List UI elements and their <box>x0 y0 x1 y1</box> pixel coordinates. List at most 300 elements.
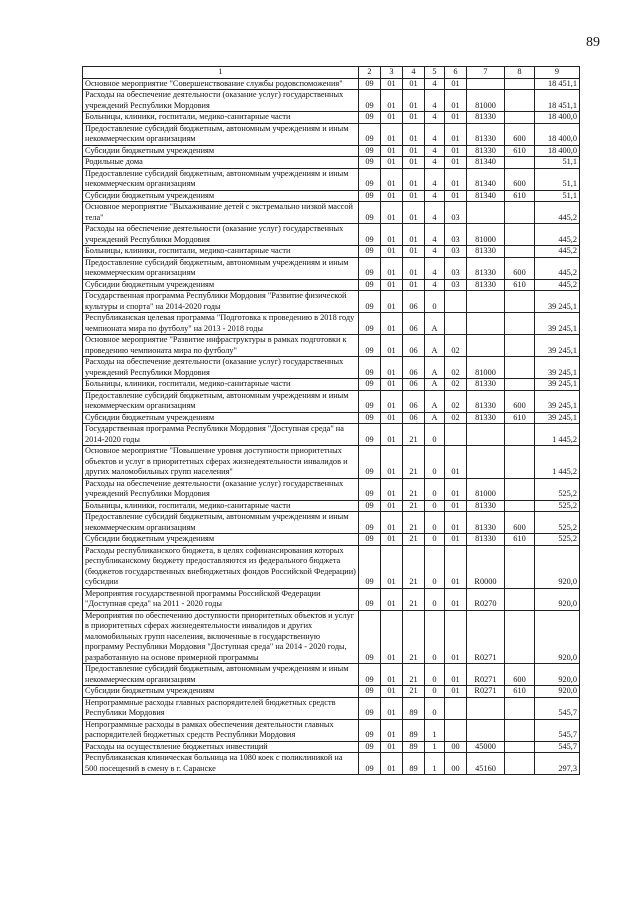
amount-cell: 18 451,1 <box>535 90 580 112</box>
amount-cell: 51,1 <box>535 190 580 202</box>
code-cell <box>505 90 535 112</box>
amount-cell: 445,2 <box>535 279 580 291</box>
code-cell: 06 <box>403 335 425 357</box>
code-cell: 01 <box>445 112 467 124</box>
table-row <box>83 753 580 775</box>
amount-cell: 39 245,1 <box>535 412 580 424</box>
code-cell <box>467 335 505 357</box>
code-cell <box>505 335 535 357</box>
code-cell: А <box>425 412 445 424</box>
code-cell: 0 <box>425 697 445 719</box>
table-row <box>83 424 580 446</box>
code-cell: 0 <box>425 545 445 588</box>
code-cell <box>445 291 467 313</box>
code-cell: 03 <box>445 257 467 279</box>
code-cell: 01 <box>403 279 425 291</box>
code-cell: 4 <box>425 279 445 291</box>
code-cell: 21 <box>403 500 425 512</box>
code-cell: 06 <box>403 379 425 391</box>
code-cell <box>467 719 505 741</box>
code-cell: 09 <box>359 246 381 258</box>
row-name-cell: Государственная программа Республики Мордовия "Доступная среда" на 2014-2020 годы <box>83 424 359 446</box>
code-cell: 09 <box>359 357 381 379</box>
code-cell: 09 <box>359 500 381 512</box>
code-cell: 0 <box>425 610 445 664</box>
code-cell <box>467 291 505 313</box>
code-cell <box>505 719 535 741</box>
amount-cell: 920,0 <box>535 610 580 664</box>
table-row <box>83 123 580 145</box>
table-row <box>83 741 580 753</box>
code-cell: 4 <box>425 224 445 246</box>
table-row <box>83 545 580 588</box>
code-cell: 21 <box>403 664 425 686</box>
row-name-cell: Субсидии бюджетным учреждениям <box>83 279 359 291</box>
code-cell: 01 <box>381 610 403 664</box>
table-row <box>83 534 580 546</box>
amount-cell: 1 445,2 <box>535 446 580 479</box>
code-cell: 01 <box>403 157 425 169</box>
code-cell: 01 <box>403 78 425 90</box>
code-cell: 01 <box>403 90 425 112</box>
code-cell: 03 <box>445 202 467 224</box>
amount-cell: 545,7 <box>535 741 580 753</box>
code-cell: 01 <box>381 686 403 698</box>
code-cell: 600 <box>505 168 535 190</box>
code-cell: 21 <box>403 610 425 664</box>
code-cell: 01 <box>403 190 425 202</box>
code-cell <box>505 424 535 446</box>
code-cell: 09 <box>359 202 381 224</box>
code-cell: 81000 <box>467 478 505 500</box>
amount-cell: 525,2 <box>535 478 580 500</box>
code-cell: 81330 <box>467 257 505 279</box>
code-cell: 81330 <box>467 379 505 391</box>
page-number: 89 <box>586 35 600 50</box>
code-cell: 01 <box>445 145 467 157</box>
column-header: 6 <box>445 67 467 79</box>
code-cell <box>445 719 467 741</box>
code-cell: 01 <box>381 78 403 90</box>
code-cell <box>505 753 535 775</box>
code-cell <box>505 446 535 479</box>
code-cell: R0271 <box>467 610 505 664</box>
code-cell: 00 <box>445 753 467 775</box>
code-cell: 09 <box>359 512 381 534</box>
row-name-cell: Основное мероприятие "Развитие инфраструктуры в рамках подготовки к проведению чемпионата мира по футболу" <box>83 335 359 357</box>
amount-cell: 297,3 <box>535 753 580 775</box>
table-header-row <box>83 67 580 79</box>
code-cell: 01 <box>403 246 425 258</box>
code-cell <box>505 291 535 313</box>
code-cell: 01 <box>381 478 403 500</box>
code-cell: 0 <box>425 588 445 610</box>
code-cell: 01 <box>381 545 403 588</box>
code-cell: 09 <box>359 90 381 112</box>
code-cell: 06 <box>403 412 425 424</box>
code-cell: 03 <box>445 224 467 246</box>
code-cell <box>505 202 535 224</box>
code-cell: 1 <box>425 753 445 775</box>
code-cell: 09 <box>359 224 381 246</box>
code-cell: 0 <box>425 664 445 686</box>
amount-cell: 525,2 <box>535 512 580 534</box>
code-cell: 01 <box>381 112 403 124</box>
amount-cell: 18 400,0 <box>535 123 580 145</box>
amount-cell: 525,2 <box>535 534 580 546</box>
code-cell: 81340 <box>467 157 505 169</box>
code-cell: 01 <box>445 123 467 145</box>
code-cell: 09 <box>359 697 381 719</box>
code-cell: 81330 <box>467 534 505 546</box>
code-cell: 02 <box>445 335 467 357</box>
code-cell: 01 <box>381 335 403 357</box>
code-cell: 09 <box>359 719 381 741</box>
row-name-cell: Основное мероприятие "Совершенствование службы родовспоможения" <box>83 78 359 90</box>
code-cell: 09 <box>359 390 381 412</box>
code-cell: 02 <box>445 379 467 391</box>
code-cell: 00 <box>445 741 467 753</box>
code-cell: 01 <box>381 379 403 391</box>
table-row <box>83 664 580 686</box>
code-cell: 01 <box>403 112 425 124</box>
code-cell: 01 <box>403 224 425 246</box>
code-cell: 610 <box>505 190 535 202</box>
code-cell: 01 <box>381 500 403 512</box>
code-cell: 610 <box>505 145 535 157</box>
code-cell: 01 <box>445 534 467 546</box>
code-cell <box>505 379 535 391</box>
code-cell: 01 <box>403 145 425 157</box>
row-name-cell: Субсидии бюджетным учреждениям <box>83 534 359 546</box>
code-cell: 01 <box>381 157 403 169</box>
table-row <box>83 335 580 357</box>
row-name-cell: Расходы на осуществление бюджетных инвестиций <box>83 741 359 753</box>
amount-cell: 18 400,0 <box>535 145 580 157</box>
code-cell: 81340 <box>467 168 505 190</box>
code-cell: 610 <box>505 279 535 291</box>
code-cell: 600 <box>505 664 535 686</box>
code-cell: А <box>425 357 445 379</box>
code-cell: R0000 <box>467 545 505 588</box>
table-row <box>83 697 580 719</box>
code-cell: 01 <box>445 478 467 500</box>
table-row <box>83 686 580 698</box>
table-row <box>83 168 580 190</box>
code-cell: 09 <box>359 545 381 588</box>
code-cell: 81330 <box>467 412 505 424</box>
code-cell: А <box>425 335 445 357</box>
code-cell: 0 <box>425 446 445 479</box>
row-name-cell: Предоставление субсидий бюджетным, автономным учреждениям и иным некоммерческим организациям <box>83 123 359 145</box>
code-cell: 09 <box>359 257 381 279</box>
code-cell: 01 <box>445 446 467 479</box>
table-row <box>83 588 580 610</box>
code-cell: 01 <box>381 257 403 279</box>
code-cell <box>505 741 535 753</box>
code-cell: 09 <box>359 686 381 698</box>
table-row <box>83 500 580 512</box>
code-cell: 01 <box>403 202 425 224</box>
table-row <box>83 379 580 391</box>
code-cell: 09 <box>359 379 381 391</box>
code-cell <box>445 313 467 335</box>
code-cell <box>505 357 535 379</box>
row-name-cell: Предоставление субсидий бюджетным, автономным учреждениям и иным некоммерческим организациям <box>83 512 359 534</box>
code-cell: 01 <box>381 202 403 224</box>
code-cell: 06 <box>403 357 425 379</box>
row-name-cell: Непрограммные расходы в рамках обеспечения деятельности главных распорядителей бюджетных средств Республики Мордовия <box>83 719 359 741</box>
code-cell <box>445 697 467 719</box>
row-name-cell: Родильные дома <box>83 157 359 169</box>
row-name-cell: Субсидии бюджетным учреждениям <box>83 686 359 698</box>
code-cell: 81330 <box>467 500 505 512</box>
column-header: 9 <box>535 67 580 79</box>
code-cell: 81330 <box>467 145 505 157</box>
code-cell <box>467 202 505 224</box>
amount-cell: 39 245,1 <box>535 313 580 335</box>
code-cell: 01 <box>403 257 425 279</box>
code-cell: 01 <box>381 90 403 112</box>
code-cell <box>505 588 535 610</box>
code-cell: 01 <box>381 123 403 145</box>
code-cell: 03 <box>445 279 467 291</box>
code-cell: 45000 <box>467 741 505 753</box>
code-cell: 600 <box>505 123 535 145</box>
code-cell <box>467 697 505 719</box>
table-row <box>83 112 580 124</box>
amount-cell: 39 245,1 <box>535 335 580 357</box>
table-row <box>83 446 580 479</box>
code-cell: 09 <box>359 313 381 335</box>
code-cell: 01 <box>445 157 467 169</box>
code-cell: 01 <box>445 686 467 698</box>
code-cell: 1 <box>425 719 445 741</box>
code-cell: 09 <box>359 741 381 753</box>
code-cell: 09 <box>359 145 381 157</box>
amount-cell: 920,0 <box>535 664 580 686</box>
code-cell: 01 <box>381 357 403 379</box>
table-row <box>83 719 580 741</box>
row-name-cell: Субсидии бюджетным учреждениям <box>83 190 359 202</box>
code-cell: 01 <box>381 168 403 190</box>
code-cell: 01 <box>445 512 467 534</box>
code-cell: 01 <box>381 719 403 741</box>
code-cell <box>467 78 505 90</box>
code-cell: 89 <box>403 697 425 719</box>
code-cell <box>467 313 505 335</box>
amount-cell: 39 245,1 <box>535 390 580 412</box>
code-cell: 81330 <box>467 512 505 534</box>
table-row <box>83 412 580 424</box>
code-cell: 81330 <box>467 279 505 291</box>
code-cell: 610 <box>505 686 535 698</box>
column-header: 7 <box>467 67 505 79</box>
amount-cell: 18 400,0 <box>535 112 580 124</box>
code-cell: 01 <box>445 168 467 190</box>
code-cell: 01 <box>445 190 467 202</box>
code-cell: 09 <box>359 112 381 124</box>
row-name-cell: Мероприятия по обеспечению доступности приоритетных объектов и услуг в приоритетных сферах жизнедеятельности инвалидов и других маломобильных групп населения, включенные в государственную программу Республики Мордовия "Доступная среда" на 2014 - 2020 годы, разработанную на основе примерной программы <box>83 610 359 664</box>
code-cell: 09 <box>359 753 381 775</box>
amount-cell: 920,0 <box>535 588 580 610</box>
code-cell: 01 <box>381 753 403 775</box>
column-header: 8 <box>505 67 535 79</box>
code-cell: 0 <box>425 291 445 313</box>
code-cell: А <box>425 313 445 335</box>
row-name-cell: Субсидии бюджетным учреждениям <box>83 145 359 157</box>
code-cell: 0 <box>425 478 445 500</box>
code-cell: 01 <box>381 313 403 335</box>
amount-cell: 445,2 <box>535 246 580 258</box>
code-cell: 1 <box>425 741 445 753</box>
code-cell: 01 <box>445 78 467 90</box>
code-cell: 0 <box>425 534 445 546</box>
code-cell: 03 <box>445 246 467 258</box>
code-cell: 81330 <box>467 112 505 124</box>
code-cell <box>505 246 535 258</box>
amount-cell: 1 445,2 <box>535 424 580 446</box>
amount-cell: 445,2 <box>535 224 580 246</box>
code-cell: 0 <box>425 500 445 512</box>
code-cell: А <box>425 379 445 391</box>
row-name-cell: Государственная программа Республики Мордовия "Развитие физической культуры и спорта" на 2014-2020 годы <box>83 291 359 313</box>
table-row <box>83 202 580 224</box>
table-row <box>83 478 580 500</box>
code-cell: 01 <box>445 500 467 512</box>
amount-cell: 18 451,1 <box>535 78 580 90</box>
column-header: 3 <box>381 67 403 79</box>
code-cell: 09 <box>359 335 381 357</box>
table-row <box>83 190 580 202</box>
code-cell: 02 <box>445 390 467 412</box>
amount-cell: 39 245,1 <box>535 291 580 313</box>
code-cell: 4 <box>425 112 445 124</box>
row-name-cell: Расходы республиканского бюджета, в целях софинансирования которых республиканскому бюджету предоставляются из федерального бюджета (бюджетов государственных внебюджетных фондов Российской Федерации) субсидии <box>83 545 359 588</box>
row-name-cell: Расходы на обеспечение деятельности (оказание услуг) государственных учреждений Республики Мордовия <box>83 478 359 500</box>
table-row <box>83 78 580 90</box>
code-cell: 09 <box>359 610 381 664</box>
code-cell: 01 <box>381 412 403 424</box>
table-row <box>83 390 580 412</box>
code-cell <box>505 112 535 124</box>
column-header: 1 <box>83 67 359 79</box>
code-cell: 81330 <box>467 390 505 412</box>
code-cell: 21 <box>403 686 425 698</box>
row-name-cell: Расходы на обеспечение деятельности (оказание услуг) государственных учреждений Республики Мордовия <box>83 224 359 246</box>
code-cell: R0271 <box>467 664 505 686</box>
code-cell: 4 <box>425 257 445 279</box>
code-cell: 01 <box>381 697 403 719</box>
code-cell: 21 <box>403 588 425 610</box>
amount-cell: 51,1 <box>535 168 580 190</box>
code-cell: 01 <box>403 168 425 190</box>
code-cell: 01 <box>445 588 467 610</box>
row-name-cell: Больницы, клиники, госпитали, медико-санитарные части <box>83 500 359 512</box>
code-cell: 01 <box>445 545 467 588</box>
code-cell: 01 <box>381 291 403 313</box>
code-cell: 01 <box>381 246 403 258</box>
row-name-cell: Предоставление субсидий бюджетным, автономным учреждениям и иным некоммерческим организациям <box>83 168 359 190</box>
code-cell: 09 <box>359 412 381 424</box>
code-cell: 4 <box>425 246 445 258</box>
code-cell: 02 <box>445 357 467 379</box>
code-cell <box>467 446 505 479</box>
code-cell: 600 <box>505 257 535 279</box>
code-cell: А <box>425 390 445 412</box>
code-cell: 09 <box>359 168 381 190</box>
code-cell <box>505 478 535 500</box>
table-row <box>83 257 580 279</box>
code-cell: 01 <box>381 145 403 157</box>
code-cell: 09 <box>359 534 381 546</box>
code-cell: 09 <box>359 78 381 90</box>
code-cell: 610 <box>505 534 535 546</box>
code-cell: 09 <box>359 190 381 202</box>
row-name-cell: Непрограммные расходы главных распорядителей бюджетных средств Республики Мордовия <box>83 697 359 719</box>
column-header: 5 <box>425 67 445 79</box>
code-cell: 06 <box>403 313 425 335</box>
table-row <box>83 512 580 534</box>
code-cell <box>505 313 535 335</box>
code-cell: 89 <box>403 753 425 775</box>
row-name-cell: Основное мероприятие "Выхаживание детей с экстремально низкой массой тела" <box>83 202 359 224</box>
code-cell <box>505 697 535 719</box>
row-name-cell: Предоставление субсидий бюджетным, автономным учреждениям и иным некоммерческим организациям <box>83 257 359 279</box>
code-cell: 81330 <box>467 246 505 258</box>
amount-cell: 445,2 <box>535 202 580 224</box>
amount-cell: 920,0 <box>535 686 580 698</box>
code-cell: 45160 <box>467 753 505 775</box>
code-cell: 09 <box>359 424 381 446</box>
code-cell <box>505 78 535 90</box>
code-cell: 09 <box>359 478 381 500</box>
code-cell <box>505 224 535 246</box>
code-cell: 4 <box>425 78 445 90</box>
code-cell: 01 <box>381 446 403 479</box>
row-name-cell: Республиканская целевая программа "Подготовка к проведению в 2018 году чемпионата мира по футболу" на 2013 - 2018 годы <box>83 313 359 335</box>
code-cell: 01 <box>381 224 403 246</box>
code-cell <box>505 157 535 169</box>
code-cell: 21 <box>403 478 425 500</box>
code-cell: 0 <box>425 424 445 446</box>
row-name-cell: Больницы, клиники, госпитали, медико-санитарные части <box>83 112 359 124</box>
budget-table <box>82 66 580 775</box>
amount-cell: 525,2 <box>535 500 580 512</box>
code-cell: 01 <box>381 534 403 546</box>
code-cell: 01 <box>381 664 403 686</box>
code-cell: 4 <box>425 145 445 157</box>
code-cell: 06 <box>403 390 425 412</box>
code-cell: 81330 <box>467 123 505 145</box>
table-row <box>83 90 580 112</box>
code-cell: R0271 <box>467 686 505 698</box>
code-cell: 09 <box>359 279 381 291</box>
code-cell: 09 <box>359 123 381 145</box>
code-cell: 21 <box>403 512 425 534</box>
table-row <box>83 291 580 313</box>
row-name-cell: Мероприятия государственной программы Российской Федерации "Доступная среда" на 2011 - 2020 годы <box>83 588 359 610</box>
row-name-cell: Больницы, клиники, госпитали, медико-санитарные части <box>83 246 359 258</box>
code-cell: 600 <box>505 390 535 412</box>
row-name-cell: Расходы на обеспечение деятельности (оказание услуг) государственных учреждений Республики Мордовия <box>83 90 359 112</box>
code-cell: 4 <box>425 168 445 190</box>
code-cell: 02 <box>445 412 467 424</box>
row-name-cell: Субсидии бюджетным учреждениям <box>83 412 359 424</box>
code-cell: 21 <box>403 545 425 588</box>
code-cell: 01 <box>445 610 467 664</box>
code-cell: 01 <box>381 279 403 291</box>
